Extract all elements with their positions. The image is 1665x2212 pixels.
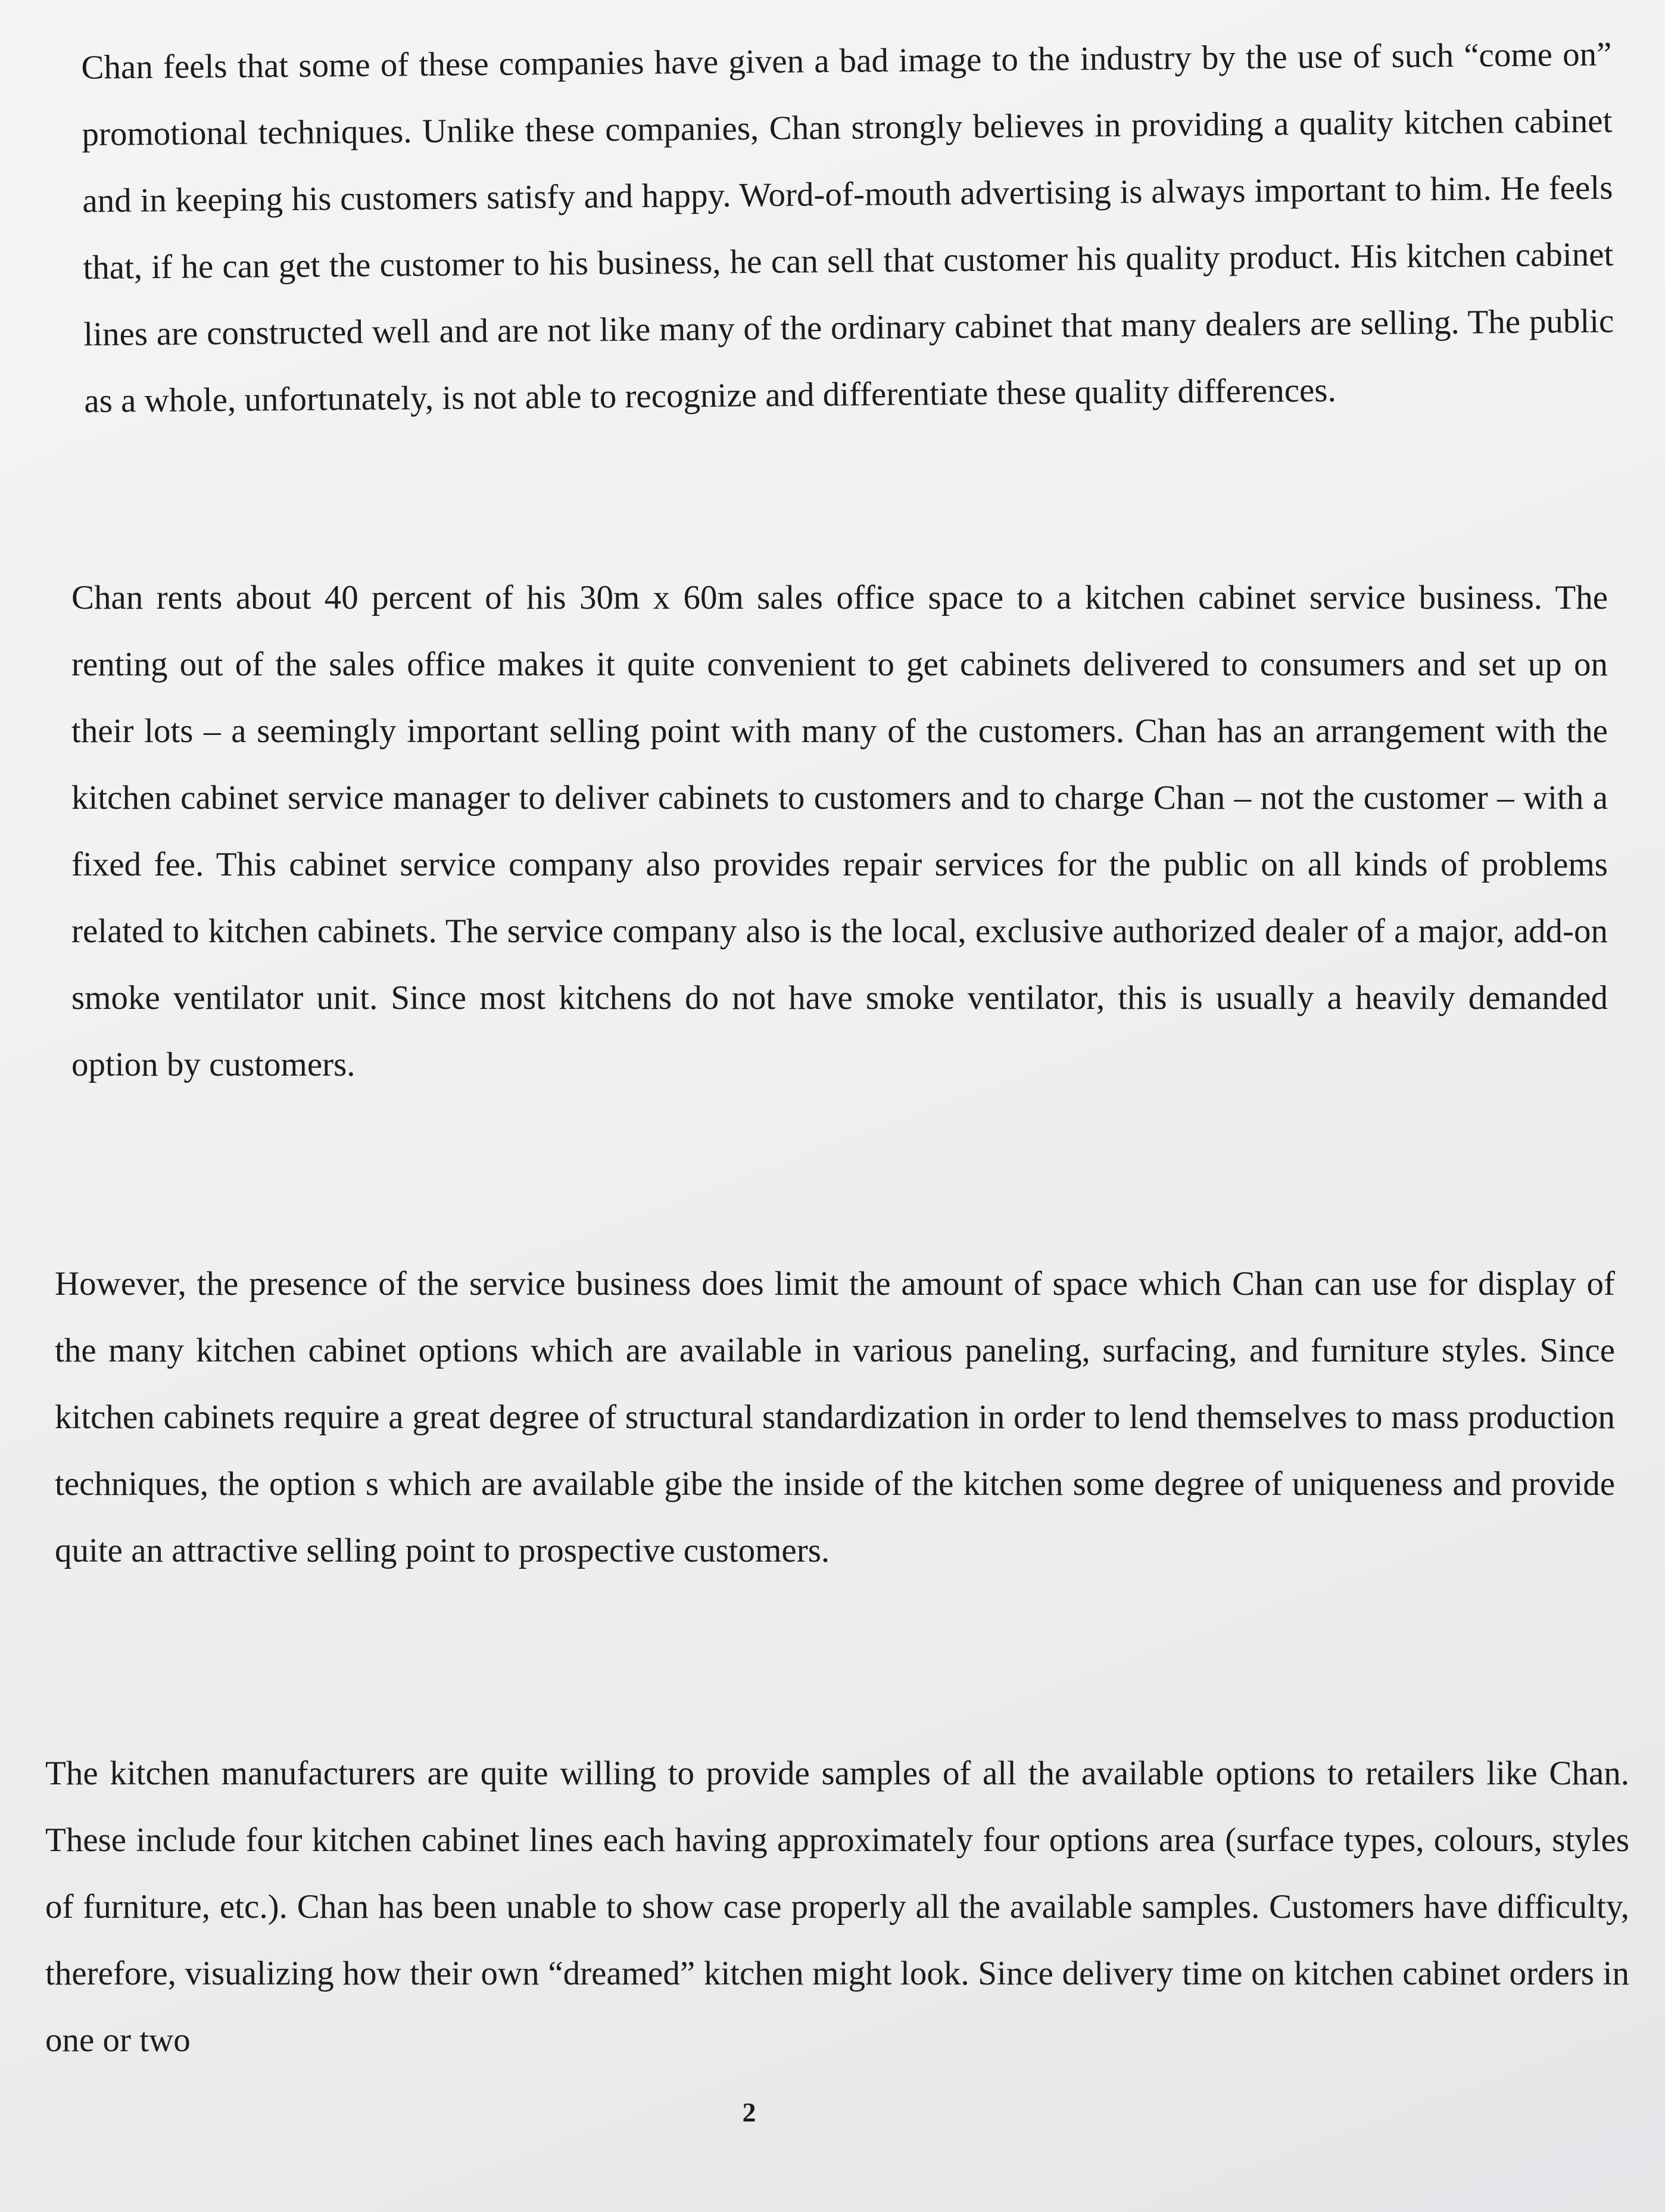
- paragraph-1: Chan feels that some of these companies have given a bad image to the industry by the use of such “come on” promotional techniques. Unlike these companies, Chan strongly believes in providing a quality kitchen cabinet and in keeping his customers satisfy and happy. Word-of-mouth advertising is always important to him. He feels that, if he can get the customer to his business, he can sell that customer his quality product. His kitchen cabinet lines are constructed well and are not like many of the ordinary cabinet that many dealers are selling. The public as a whole, unfortunately, is not able to recognize and differentiate these quality differences.: [81, 35, 1614, 420]
- paragraph-3: However, the presence of the service business does limit the amount of space which Chan can use for display of the many kitchen cabinet options which are available in various paneling, surfacing, and furniture styles. Since kitchen cabinets require a great degree of structural standardization in order to lend themselves to mass production techniques, the option s which are available gibe the inside of the kitchen some degree of uniqueness and provide quite an attractive selling point to prospective customers.: [55, 1265, 1615, 1569]
- paragraph-2: Chan rents about 40 percent of his 30m x 60m sales office space to a kitchen cabinet service business. The renting out of the sales office makes it quite convenient to get cabinets delivered to consumers and set up on their lots – a seemingly important selling point with many of the customers. Chan has an arrangement with the kitchen cabinet service manager to deliver cabinets to customers and to charge Chan – not the customer – with a fixed fee. This cabinet service company also provides repair services for the public on all kinds of problems related to kitchen cabinets. The service company also is the local, exclusive authorized dealer of a major, add-on smoke ventilator unit. Since most kitchens do not have smoke ventilator, this is usually a heavily demanded option by customers.: [71, 579, 1608, 1083]
- page-number: 2: [742, 2097, 756, 2127]
- paragraph-4: The kitchen manufacturers are quite willing to provide samples of all the available options to retailers like Chan. These include four kitchen cabinet lines each having approximately four options area (surface types, colours, styles of furniture, etc.). Chan has been unable to show case properly all the available samples. Customers have difficulty, therefore, visualizing how their own “dreamed” kitchen might look. Since delivery time on kitchen cabinet orders in one or two: [45, 1755, 1629, 2059]
